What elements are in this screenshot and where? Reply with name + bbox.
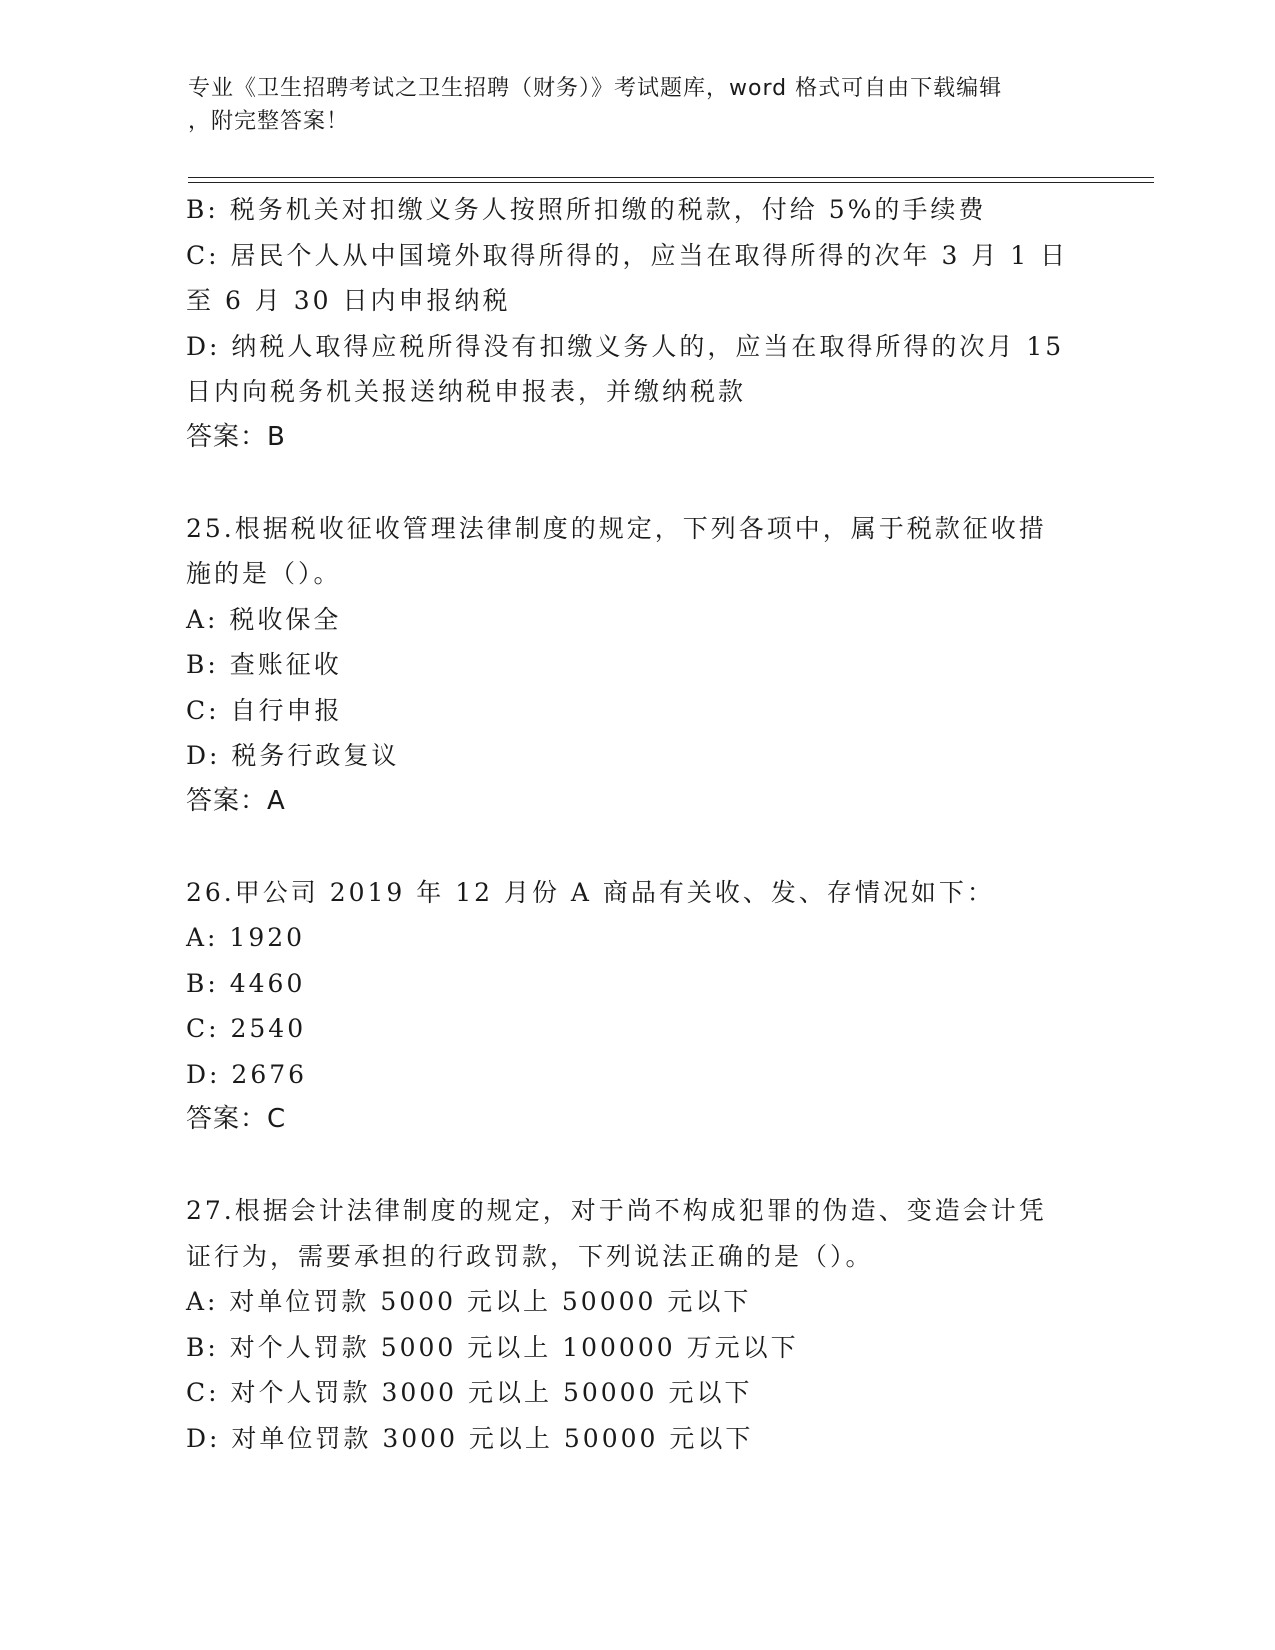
option-a: A: 税收保全 [186, 604, 342, 634]
option-c: C: 2540 [186, 1014, 307, 1043]
question-24 [186, 187, 1086, 460]
option-b: B: 查账征收 [186, 650, 342, 679]
question-stem-line-2: 证行为，需要承担的行政罚款，下列说法正确的是（）。 [186, 1241, 874, 1271]
question-25 [186, 506, 1086, 825]
option-b: B: 4460 [186, 968, 306, 998]
question-stem-line-2: 施的是（）。 [186, 559, 342, 588]
option-c-line-2: 至 6 月 30 日内申报纳税 [186, 286, 511, 315]
header-line-1: 专业《卫生招聘考试之卫生招聘（财务）》考试题库，word 格式可自由下载编辑 [188, 76, 1003, 101]
document-body [186, 187, 1086, 1461]
question-26 [186, 870, 1086, 1143]
option-d: D: 税务行政复议 [186, 741, 400, 770]
option-a: A: 对单位罚款 5000 元以上 50000 元以下 [186, 1287, 752, 1316]
spacer [186, 460, 1086, 506]
option-a: A: 1920 [186, 923, 306, 952]
answer: 答案：B [186, 421, 286, 452]
spacer [186, 1143, 1086, 1189]
option-d: D: 2676 [186, 1059, 308, 1089]
question-stem-line-1: 27.根据会计法律制度的规定，对于尚不构成犯罪的伪造、变造会计凭 [186, 1196, 1047, 1225]
header-line-2: ，附完整答案！ [188, 109, 350, 134]
option-b: B: 对个人罚款 5000 元以上 100000 万元以下 [186, 1332, 799, 1362]
option-c: C: 自行申报 [186, 695, 343, 725]
header-rule-top [188, 177, 1154, 178]
option-b: B: 税务机关对扣缴义务人按照所扣缴的税款，付给 5%的手续费 [186, 195, 987, 224]
question-27 [186, 1188, 1086, 1461]
question-stem: 26.甲公司 2019 年 12 月份 A 商品有关收、发、存情况如下： [186, 877, 995, 907]
option-c-line-1: C: 居民个人从中国境外取得所得的，应当在取得所得的次年 3 月 1 日 [186, 240, 1069, 270]
option-d-line-2: 日内向税务机关报送纳税申报表，并缴纳税款 [186, 377, 747, 406]
question-stem-line-1: 25.根据税收征收管理法律制度的规定，下列各项中，属于税款征收措 [186, 513, 1047, 543]
answer: 答案：C [186, 1104, 287, 1134]
option-c: C: 对个人罚款 3000 元以上 50000 元以下 [186, 1378, 753, 1407]
header-rule-bottom [188, 182, 1154, 183]
answer: 答案：A [186, 785, 286, 816]
option-d-line-1: D: 纳税人取得应税所得没有扣缴义务人的，应当在取得所得的次月 15 [186, 331, 1065, 361]
option-d: D: 对单位罚款 3000 元以上 50000 元以下 [186, 1423, 754, 1453]
document-header [188, 72, 1088, 138]
spacer [186, 824, 1086, 870]
